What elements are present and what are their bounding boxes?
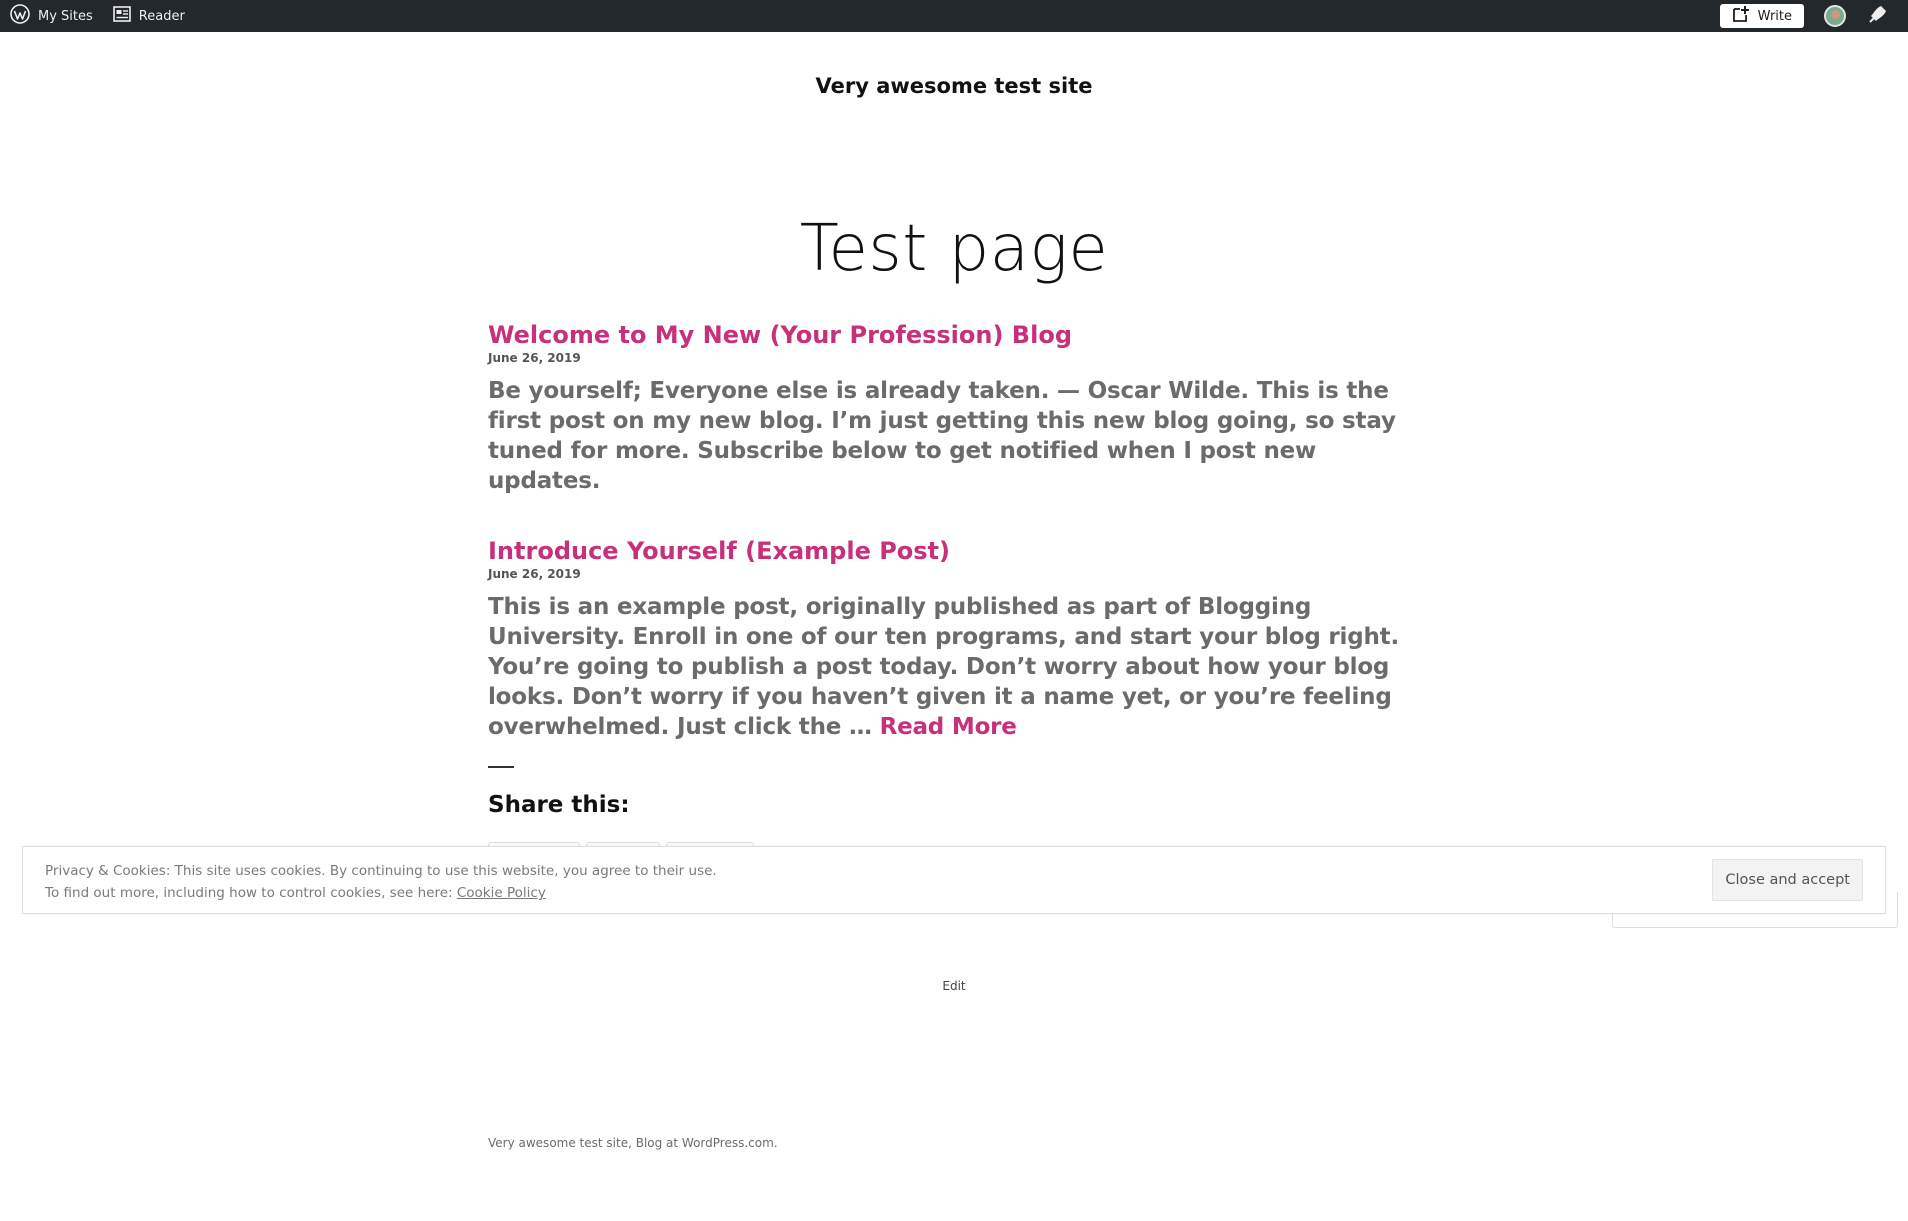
cookie-text: [45, 860, 717, 904]
post-date: June 26, 2019: [488, 567, 581, 581]
footer-site-link[interactable]: Very awesome test site: [488, 1136, 629, 1150]
post-excerpt: Be yourself; Everyone else is already taken. — Oscar Wilde. This is the first post on my new blog. I’m just getting this new blog going, so stay tuned for more. Subscribe below to get notified when I post new updates.: [488, 378, 1396, 494]
bell-icon: [1868, 4, 1888, 28]
my-sites-button[interactable]: [0, 0, 103, 32]
write-button[interactable]: [1720, 4, 1804, 28]
read-more-link[interactable]: Read More: [879, 714, 1017, 740]
post-title-link[interactable]: Welcome to My New (Your Profession) Blog: [488, 321, 1072, 349]
write-icon: [1732, 5, 1758, 27]
reader-label: Reader: [138, 8, 185, 24]
user-avatar[interactable]: [1824, 5, 1846, 27]
post-date: June 26, 2019: [488, 351, 581, 365]
reader-icon: [113, 6, 131, 26]
post-item: [488, 320, 1418, 496]
cookie-line-1: Privacy & Cookies: This site uses cookies. By continuing to use this website, you agree to their use.: [45, 863, 717, 879]
close-and-accept-button[interactable]: Close and accept: [1712, 859, 1863, 901]
post-item: [488, 536, 1418, 742]
post-title-link[interactable]: Introduce Yourself (Example Post): [488, 537, 950, 565]
cookie-banner: [22, 846, 1886, 914]
reader-button[interactable]: [103, 0, 195, 32]
cookie-line-2-text: To find out more, including how to control cookies, see here:: [45, 885, 457, 901]
post-list: [488, 320, 1418, 782]
site-footer: [488, 1136, 778, 1150]
site-title[interactable]: Very awesome test site: [815, 74, 1093, 98]
page-title: Test page: [799, 212, 1109, 286]
post-excerpt: [488, 592, 1418, 742]
share-separator: [488, 766, 514, 768]
share-heading: Share this:: [488, 792, 630, 818]
footer-separator: ,: [628, 1136, 636, 1150]
post-excerpt-text: This is an example post, originally published as part of Blogging University. Enroll in one of our ten programs, and start your blog right. You’re going to publish a post today. Don’t worry about how your blog looks. Don’t worry if you haven’t given it a name yet, or you’re feeling overwhelmed. Just click the …: [488, 594, 1400, 740]
cookie-policy-link[interactable]: Cookie Policy: [456, 885, 546, 901]
edit-link[interactable]: Edit: [942, 979, 966, 993]
write-label: Write: [1757, 8, 1792, 24]
footer-wordpress-link[interactable]: Blog at WordPress.com.: [635, 1136, 778, 1150]
my-sites-label: My Sites: [38, 8, 93, 24]
notifications-button[interactable]: [1868, 4, 1888, 28]
admin-bar: [0, 0, 1908, 32]
cookie-line-2: [45, 882, 717, 904]
wordpress-logo-icon: [10, 4, 30, 28]
